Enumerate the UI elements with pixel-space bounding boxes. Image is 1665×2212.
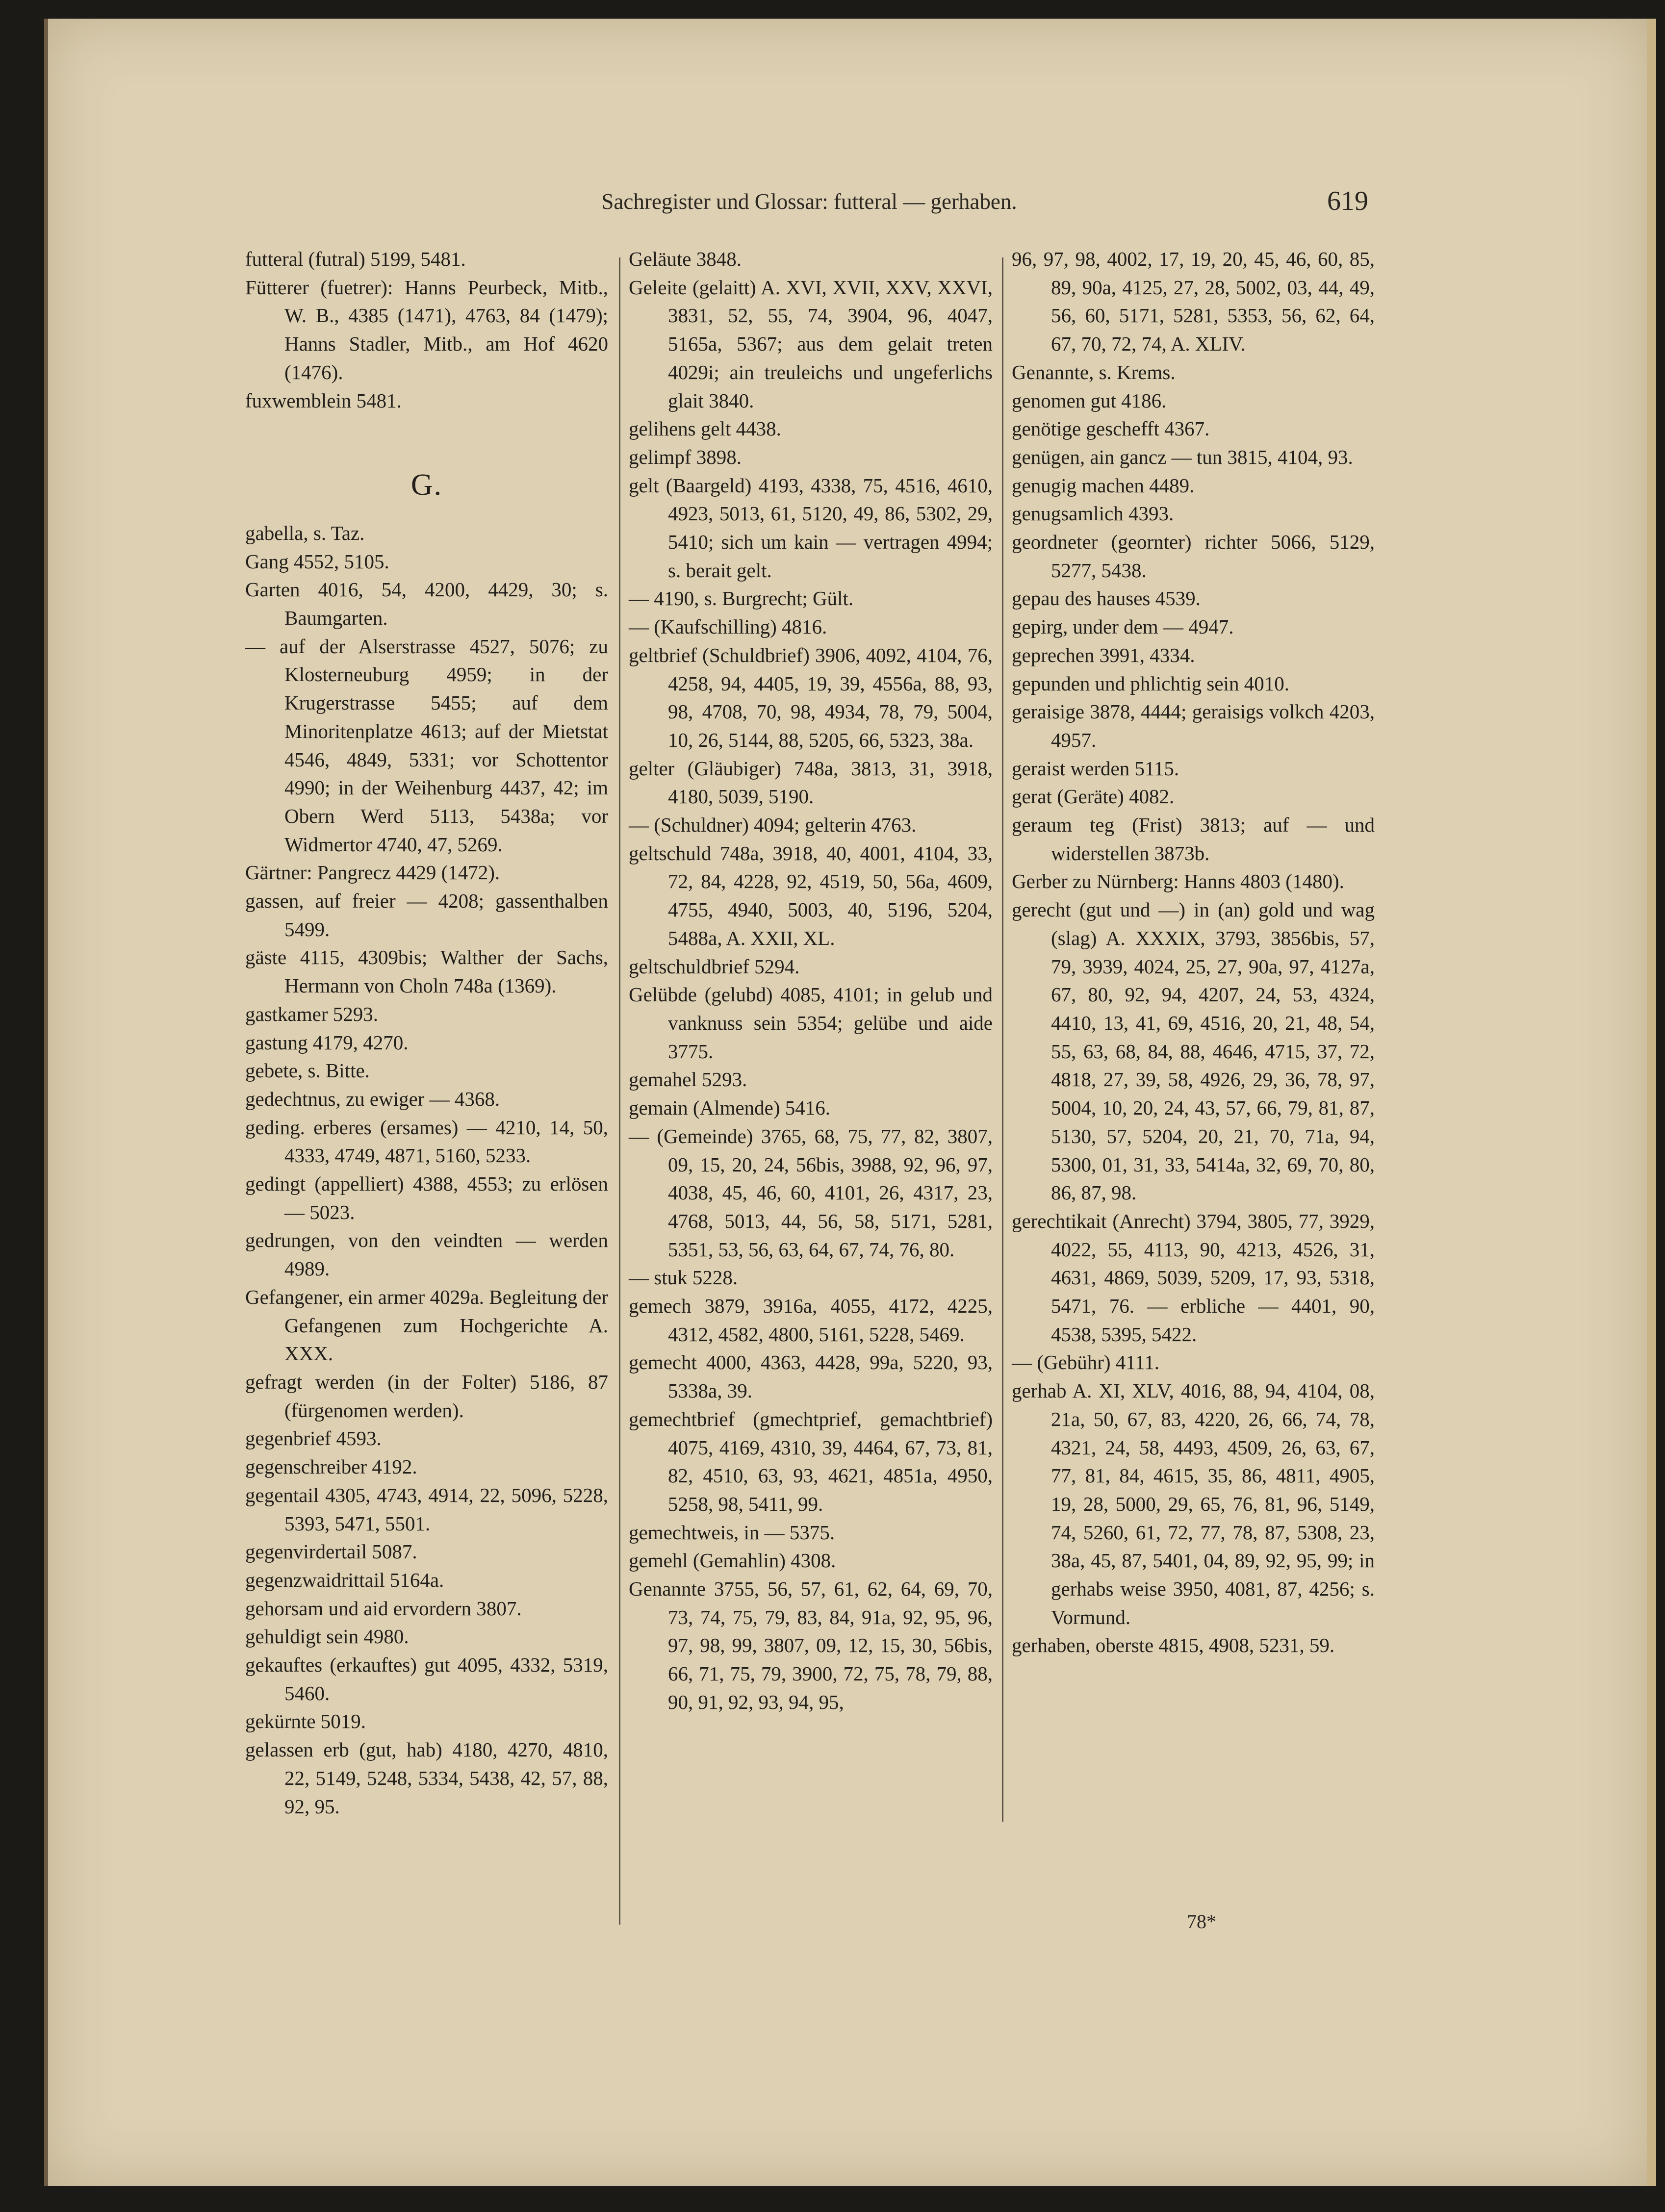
index-entry: gerhaben, oberste 4815, 4908, 5231, 59. (1012, 1634, 1335, 1657)
index-entry: gegenvirdertail 5087. (245, 1540, 417, 1563)
index-entry: gelt (Baargeld) 4193, 4338, 75, 4516, 4610, 4923, 5013, 61, 5120, 49, 86, 5302, 29, 5410; sich um kain — vertragen 4994; s. berait gelt. (629, 474, 993, 582)
index-entry: gerechtikait (Anrecht) 3794, 3805, 77, 3929, 4022, 55, 4113, 90, 4213, 4526, 31, 4631, 4869, 5039, 5209, 17, 93, 5318, 5471, 76. — erbliche — 4401, 90, 4538, 5395, 5422. (1012, 1209, 1375, 1346)
index-entry: gebete, s. Bitte. (245, 1059, 370, 1082)
index-entry: geltschuld 748a, 3918, 40, 4001, 4104, 33, 72, 84, 4228, 92, 4519, 50, 56a, 4609, 4755, 4940, 5003, 40, 5196, 5204, 5488a, A. XXII, XL. (629, 841, 993, 949)
index-entry: gekauftes (erkauftes) gut 4095, 4332, 5319, 5460. (245, 1653, 608, 1704)
index-entry: gedechtnus, zu ewiger — 4368. (245, 1087, 500, 1110)
index-entry: — (Kaufschilling) 4816. (629, 615, 827, 638)
index-entry: genötige geschefft 4367. (1012, 417, 1210, 440)
index-entry: — auf der Alserstrasse 4527, 5076; zu Klosterneuburg 4959; in der Krugerstrasse 5455; auf dem Minoritenplatze 4613; auf der Mietstat 4546, 4849, 5331; vor Schottentor 4990; in der Weihenburg 4437, 42; im Obern Werd 5113, 5438a; vor Widmertor 4740, 47, 5269. (245, 635, 608, 856)
index-entry: Geleite (gelaitt) A. XVI, XVII, XXV, XXVI, 3831, 52, 55, 74, 3904, 96, 4047, 5165a, 5367; aus dem gelait treten 4029i; ain treuleichs und ungeferlichs glait 3840. (629, 276, 993, 412)
index-entry: gedrungen, von den veindten — werden 4989. (245, 1229, 608, 1280)
index-entry: gegentail 4305, 4743, 4914, 22, 5096, 5228, 5393, 5471, 5501. (245, 1483, 608, 1535)
index-entry: Gefangener, ein armer 4029a. Begleitung der Gefangenen zum Hochgerichte A. XXX. (245, 1285, 608, 1365)
index-column-1 (245, 245, 608, 1821)
index-entry: gemechtbrief (gmechtprief, gemachtbrief) 4075, 4169, 4310, 39, 4464, 67, 73, 81, 82, 4510, 63, 93, 4621, 4851a, 4950, 5258, 98, 5411, 99. (629, 1407, 993, 1515)
column-rule-1 (619, 257, 620, 1925)
index-entry: gemehl (Gemahlin) 4308. (629, 1549, 836, 1572)
index-entry: gehorsam und aid ervordern 3807. (245, 1597, 522, 1620)
index-entry: gelimpf 3898. (629, 445, 742, 468)
index-entry: gedingt (appelliert) 4388, 4553; zu erlösen — 5023. (245, 1172, 608, 1223)
index-entry: gelihens gelt 4438. (629, 417, 781, 440)
index-entry: geding. erberes (ersames) — 4210, 14, 50, 4333, 4749, 4871, 5160, 5233. (245, 1116, 608, 1167)
index-entry: gerhab A. XI, XLV, 4016, 88, 94, 4104, 08, 21a, 50, 67, 83, 4220, 26, 66, 74, 78, 4321, 24, 58, 4493, 4509, 26, 63, 67, 77, 81, 84, 4615, 35, 86, 4811, 4905, 19, 28, 5000, 29, 65, 76, 81, 96, 5149, 74, 5260, 61, 72, 77, 78, 87, 5308, 23, 38a, 45, 87, 5401, 04, 89, 92, 95, 99; in gerhabs weise 3950, 4081, 87, 4256; s. Vormund. (1012, 1379, 1375, 1628)
index-entry: geltschuldbrief 5294. (629, 955, 800, 978)
index-entry: geraum teg (Frist) 3813; auf — und widerstellen 3873b. (1012, 814, 1375, 864)
index-entry: gastung 4179, 4270. (245, 1031, 409, 1054)
index-entry: gemechtweis, in — 5375. (629, 1521, 835, 1544)
index-column-3 (1012, 245, 1375, 1660)
index-entry: geraisige 3878, 4444; geraisigs volkch 4203, 4957. (1012, 700, 1375, 751)
index-entry: Gang 4552, 5105. (245, 550, 389, 573)
spacer (245, 415, 608, 443)
index-entry: geprechen 3991, 4334. (1012, 643, 1195, 666)
index-column-2 (629, 245, 993, 1717)
index-entry: Garten 4016, 54, 4200, 4429, 30; s. Baumgarten. (245, 578, 608, 630)
index-entry: gäste 4115, 4309bis; Walther der Sachs, Hermann von Choln 748a (1369). (245, 946, 608, 997)
column-rule-2 (1002, 257, 1003, 1822)
index-entry: Fütterer (fuetrer): Hanns Peurbeck, Mitb., W. B., 4385 (1471), 4763, 84 (1479); Hanns Stadler, Mitb., am Hof 4620 (1476). (245, 276, 608, 383)
index-entry: genomen gut 4186. (1012, 389, 1167, 412)
index-entry: gemech 3879, 3916a, 4055, 4172, 4225, 4312, 4582, 4800, 5161, 5228, 5469. (629, 1295, 993, 1346)
index-entry: gegenzwaidrittail 5164a. (245, 1568, 444, 1591)
index-entry: Gärtner: Pangrecz 4429 (1472). (245, 861, 500, 884)
index-entry: Genannte 3755, 56, 57, 61, 62, 64, 69, 70, 73, 74, 75, 79, 83, 84, 91a, 92, 95, 96, 97, 98, 99, 3807, 09, 12, 15, 30, 56bis, 66, 71, 75, 79, 3900, 72, 75, 78, 79, 88, 90, 91, 92, 93, 94, 95, (629, 1577, 993, 1713)
index-entry: gassen, auf freier — 4208; gassenthalben 5499. (245, 890, 608, 941)
index-entry: — (Gemeinde) 3765, 68, 75, 77, 82, 3807, 09, 15, 20, 24, 56bis, 3988, 92, 96, 97, 4038, 45, 46, 60, 4101, 26, 4317, 23, 4768, 5013, 44, 56, 58, 5171, 5281, 5351, 53, 56, 63, 64, 67, 74, 76, 80. (629, 1124, 993, 1261)
index-entry: Geläute 3848. (629, 248, 742, 270)
index-entry: fuxwemblein 5481. (245, 389, 402, 412)
page-number: 619 (1327, 186, 1368, 216)
index-entry: gemahel 5293. (629, 1068, 747, 1091)
index-entry: gerecht (gut und —) in (an) gold und wag (slag) A. XXXIX, 3793, 3856bis, 57, 79, 3939, 4024, 25, 27, 90a, 97, 4127a, 67, 80, 92, 94, 4207, 24, 53, 4324, 4410, 13, 41, 69, 4516, 20, 21, 48, 54, 55, 63, 68, 84, 88, 4646, 4715, 37, 72, 4818, 27, 39, 58, 4926, 29, 36, 78, 97, 5004, 10, 20, 24, 43, 57, 66, 79, 81, 87, 5130, 57, 5204, 20, 21, 70, 71a, 94, 5300, 01, 31, 33, 5414a, 32, 69, 70, 80, 86, 87, 98. (1012, 898, 1375, 1204)
index-entry: genugig machen 4489. (1012, 474, 1195, 497)
index-entry: gepirg, under dem — 4947. (1012, 615, 1234, 638)
index-entry: — stuk 5228. (629, 1266, 738, 1289)
index-entry: futteral (futral) 5199, 5481. (245, 248, 466, 270)
index-entry: gepunden und phlichtig sein 4010. (1012, 672, 1289, 695)
index-entry: geordneter (geornter) richter 5066, 5129, 5277, 5438. (1012, 531, 1375, 582)
index-entry: Gelübde (gelubd) 4085, 4101; in gelub und vanknuss sein 5354; gelübe und aide 3775. (629, 983, 993, 1063)
index-entry: gegenbrief 4593. (245, 1427, 382, 1450)
index-entry: Gerber zu Nürnberg: Hanns 4803 (1480). (1012, 870, 1344, 893)
index-entry: gerat (Geräte) 4082. (1012, 785, 1175, 808)
index-entry: gastkamer 5293. (245, 1002, 378, 1025)
running-head: Sachregister und Glossar: futteral — gerhaben. (601, 189, 1017, 214)
index-entry: gefragt werden (in der Folter) 5186, 87 (fürgenomen werden). (245, 1371, 608, 1422)
index-entry: genugsamlich 4393. (1012, 502, 1174, 525)
index-entry: — 4190, s. Burgrecht; Gült. (629, 587, 854, 610)
section-letter: G. (410, 468, 443, 502)
signature-mark: 78* (1187, 1910, 1216, 1932)
index-entry: gemecht 4000, 4363, 4428, 99a, 5220, 93, 5338a, 39. (629, 1351, 993, 1402)
index-entry: gehuldigt sein 4980. (245, 1625, 409, 1648)
index-entry: geraist werden 5115. (1012, 757, 1179, 780)
index-entry: gemain (Almende) 5416. (629, 1096, 831, 1119)
index-entry: 96, 97, 98, 4002, 17, 19, 20, 45, 46, 60, 85, 89, 90a, 4125, 27, 28, 5002, 03, 44, 49, 56, 60, 5171, 5281, 5353, 56, 62, 64, 67, 70, 72, 74, A. XLIV. (1012, 248, 1375, 356)
index-entry: genügen, ain gancz — tun 3815, 4104, 93. (1012, 445, 1353, 468)
index-entry: geltbrief (Schuldbrief) 3906, 4092, 4104, 76, 4258, 94, 4405, 19, 39, 4556a, 88, 93, 98, 4708, 70, 98, 4934, 78, 79, 5004, 10, 26, 5144, 88, 5205, 66, 5323, 38a. (629, 643, 993, 751)
index-entry: — (Schuldner) 4094; gelterin 4763. (629, 814, 917, 837)
index-entry: Genannte, s. Krems. (1012, 360, 1176, 383)
index-entry: gekürnte 5019. (245, 1710, 366, 1733)
index-entry: gepau des hauses 4539. (1012, 587, 1201, 610)
index-entry: gabella, s. Taz. (245, 521, 365, 544)
index-entry: — (Gebühr) 4111. (1012, 1351, 1159, 1374)
index-entry: gelter (Gläubiger) 748a, 3813, 31, 3918, 4180, 5039, 5190. (629, 757, 993, 808)
index-entry: gegenschreiber 4192. (245, 1455, 417, 1478)
index-entry: gelassen erb (gut, hab) 4180, 4270, 4810, 22, 5149, 5248, 5334, 5438, 42, 57, 88, 92, 95. (245, 1738, 608, 1818)
